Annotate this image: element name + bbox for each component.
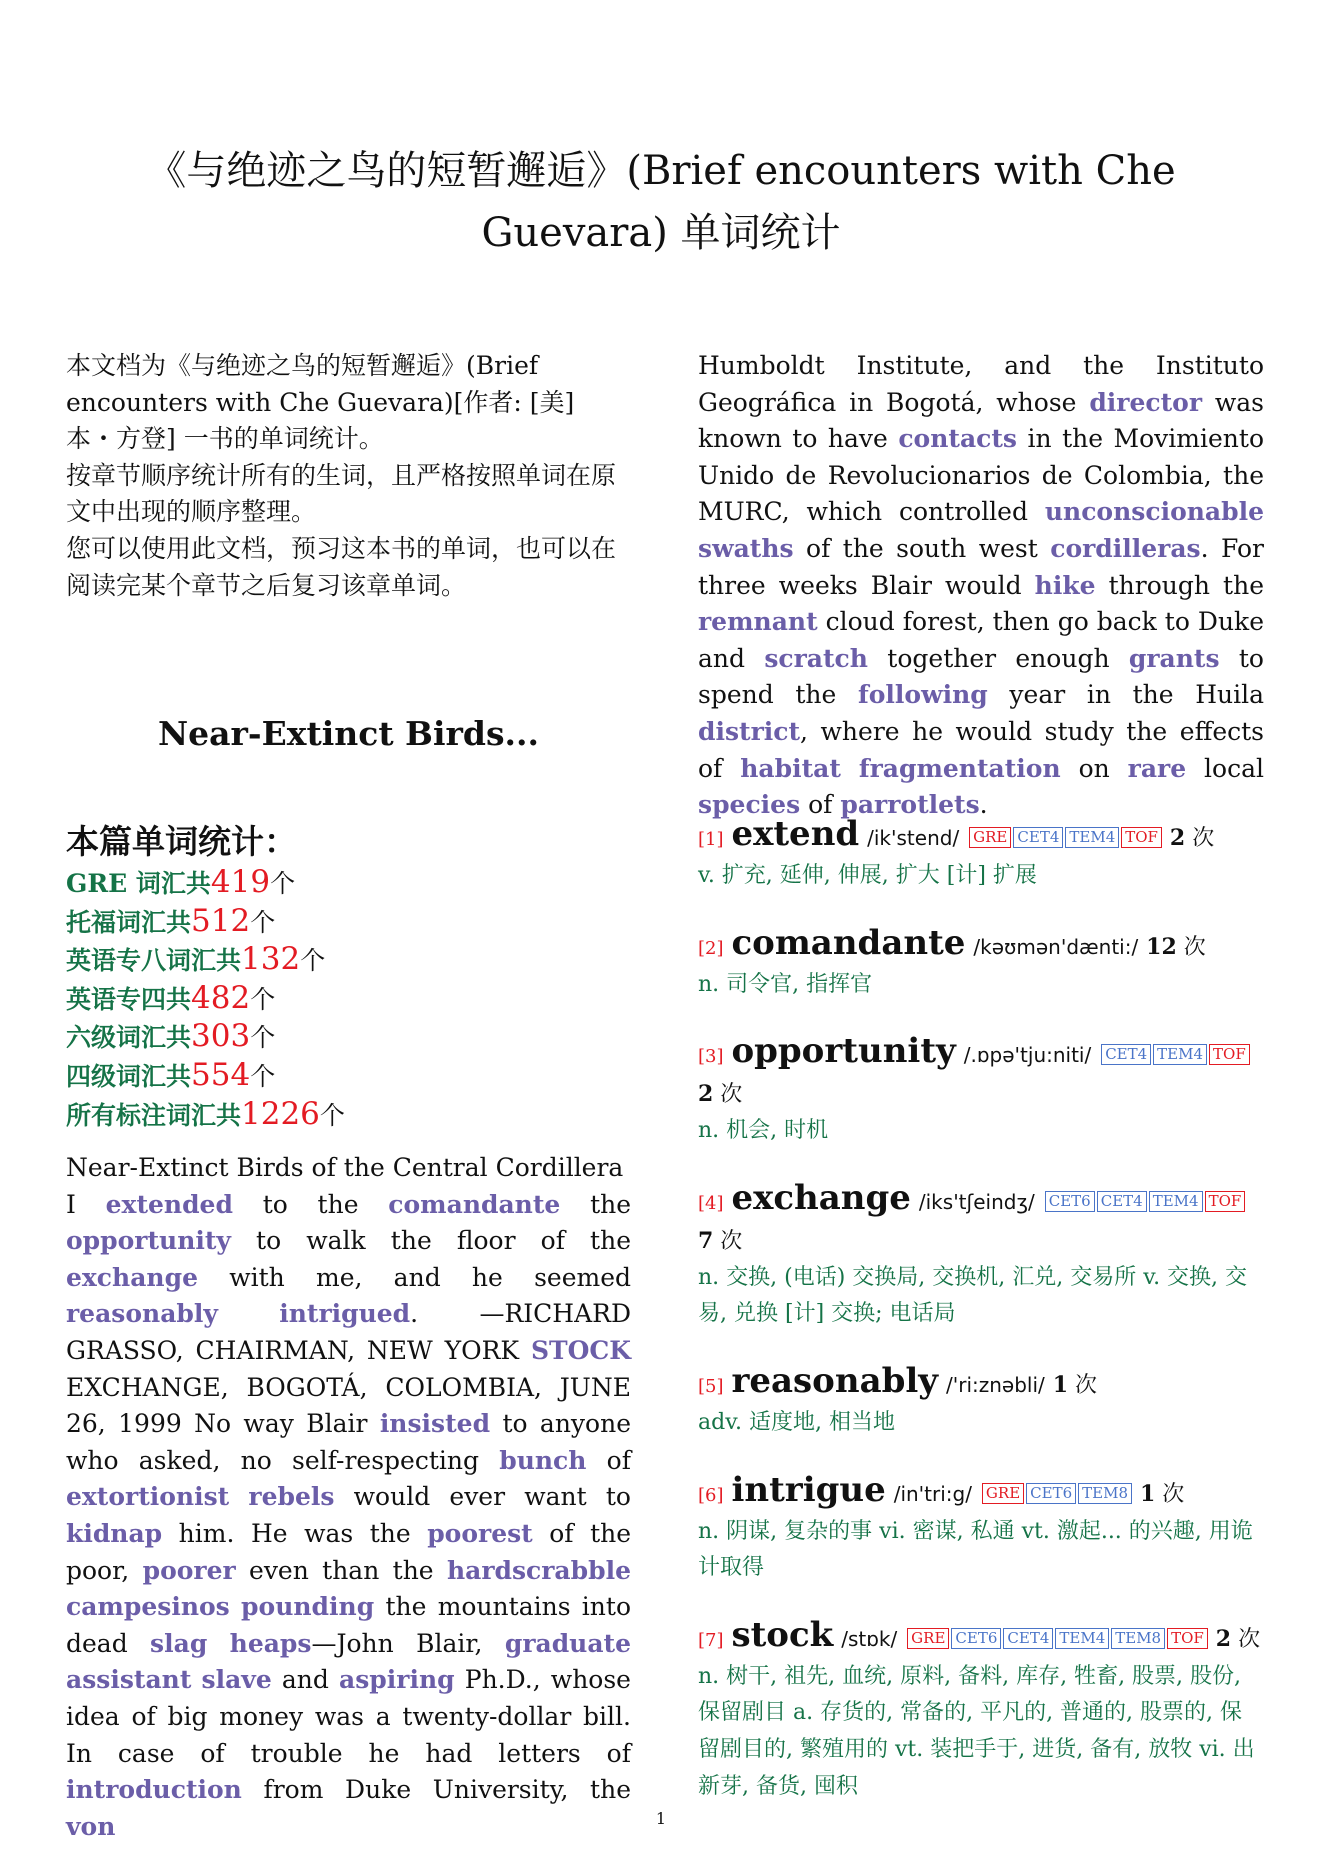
level-tag: CET6 bbox=[951, 1628, 1001, 1649]
definition: n. 阴谋, 复杂的事 vi. 密谋, 私通 vt. 激起... 的兴趣, 用诡计取得 bbox=[698, 1518, 1253, 1581]
stat-label: 四级词汇共 bbox=[66, 1061, 192, 1091]
page-number: 1 bbox=[655, 1809, 667, 1828]
stat-unit: 个 bbox=[250, 984, 276, 1014]
occurrence-count bbox=[1053, 1373, 1097, 1398]
phonetic: /ik'stend/ bbox=[867, 826, 960, 850]
highlighted-word: graduate bbox=[504, 1628, 632, 1658]
entry-index: [6] bbox=[698, 1484, 724, 1506]
highlighted-word: kidnap bbox=[66, 1518, 163, 1548]
vocab-entry bbox=[698, 1033, 1264, 1150]
entry-header bbox=[698, 1469, 1264, 1514]
stats-list bbox=[66, 864, 345, 1134]
stat-count: 303 bbox=[191, 1018, 251, 1055]
highlighted-word: remnant bbox=[698, 607, 818, 637]
level-tag: CET4 bbox=[1101, 1044, 1151, 1065]
stat-label: 所有标注词汇共 bbox=[66, 1100, 242, 1130]
level-tag: TOF bbox=[1209, 1044, 1250, 1065]
stat-label: 托福词汇共 bbox=[66, 907, 192, 937]
stat-label: 英语专八词汇共 bbox=[66, 946, 242, 976]
count-number: 1 bbox=[1052, 1371, 1069, 1398]
count-number: 12 bbox=[1146, 933, 1177, 960]
passage-right: Humboldt Institute, and the Instituto Geográfica in Bogotá, whose director was known to have contacts in the Movimiento Unido de Revolucionarios de Colombia, the MURC, which controlled unconscionable swaths of the south west cordilleras. For three weeks Blair would hike through the remnant cloud forest, then go back to Duke and scratch together enough grants to spend the following year in the Huila district, where he would study the effects of habitat fragmentation on rare local species of parrotlets. bbox=[698, 351, 1264, 820]
stats-heading: 本篇单词统计： bbox=[66, 822, 297, 861]
highlighted-word: STOCK bbox=[530, 1335, 631, 1365]
highlighted-word: pounding bbox=[241, 1592, 375, 1622]
stat-count: 512 bbox=[191, 902, 251, 939]
level-tag: TEM8 bbox=[1078, 1483, 1132, 1504]
highlighted-word: habitat bbox=[740, 753, 841, 783]
highlighted-word: introduction bbox=[66, 1775, 242, 1805]
occurrence-count bbox=[1140, 1482, 1184, 1507]
count-number: 2 bbox=[698, 1081, 714, 1108]
definition: adv. 适度地, 相当地 bbox=[698, 1409, 895, 1435]
level-tag: CET6 bbox=[1045, 1191, 1095, 1212]
highlighted-word: von bbox=[66, 1811, 116, 1841]
level-tag: TEM8 bbox=[1111, 1628, 1165, 1649]
stat-count: 482 bbox=[191, 979, 251, 1016]
entry-header bbox=[698, 816, 1264, 858]
stat-unit: 个 bbox=[319, 1100, 345, 1130]
occurrence-count bbox=[1170, 826, 1214, 851]
level-tag: TOF bbox=[1121, 827, 1162, 848]
stat-line bbox=[66, 1057, 345, 1096]
entry-header bbox=[698, 1177, 1264, 1260]
highlighted-word: cordilleras bbox=[1050, 533, 1201, 563]
stat-line bbox=[66, 941, 345, 980]
entry-index: [4] bbox=[698, 1192, 724, 1214]
headword: intrigue bbox=[731, 1469, 886, 1510]
phonetic: /.ɒpə'tju:niti/ bbox=[963, 1043, 1092, 1068]
entry-index: [7] bbox=[698, 1629, 724, 1651]
level-tag: TEM4 bbox=[1065, 827, 1119, 848]
entry-index: [3] bbox=[698, 1046, 724, 1068]
vocab-entry bbox=[698, 1177, 1264, 1333]
level-tag: GRE bbox=[969, 827, 1011, 848]
highlighted-word: slave bbox=[201, 1665, 272, 1695]
highlighted-word: hardscrabble bbox=[446, 1555, 631, 1585]
entry-header bbox=[698, 1614, 1264, 1659]
count-unit: 次 bbox=[1068, 1372, 1098, 1398]
definition: n. 树干, 祖先, 血统, 原料, 备料, 库存, 牲畜, 股票, 股份, 保留剧目 a. 存货的, 常备的, 平凡的, 普通的, 股票的, 保留剧目的, 繁殖用的 vt. 装把手于, 进货, 备有, 放牧 vi. 出新芽, 备货, 囤积 bbox=[698, 1663, 1255, 1799]
phonetic: /in'tri:g/ bbox=[893, 1481, 972, 1506]
highlighted-word: swaths bbox=[698, 533, 794, 563]
vocab-entry bbox=[698, 922, 1264, 1004]
phonetic: /'ri:znəbli/ bbox=[946, 1372, 1045, 1397]
highlighted-word: extortionist bbox=[66, 1482, 230, 1512]
vocab-entries bbox=[698, 816, 1264, 1835]
definition: v. 扩充, 延伸, 伸展, 扩大 [计] 扩展 bbox=[698, 863, 1037, 888]
count-unit: 次 bbox=[1185, 826, 1215, 851]
entry-index: [2] bbox=[698, 937, 724, 959]
stat-count: 554 bbox=[191, 1056, 251, 1093]
stat-unit: 个 bbox=[250, 907, 276, 937]
stat-count: 132 bbox=[241, 941, 301, 978]
highlighted-word: opportunity bbox=[66, 1226, 231, 1256]
headword: exchange bbox=[731, 1177, 911, 1218]
stat-count: 419 bbox=[210, 864, 271, 900]
headword: extend bbox=[731, 814, 860, 854]
stat-line bbox=[66, 980, 345, 1019]
highlighted-word: rare bbox=[1127, 753, 1187, 783]
stat-line bbox=[66, 1096, 345, 1135]
level-tag: GRE bbox=[982, 1483, 1024, 1504]
highlighted-word: district bbox=[698, 716, 801, 746]
phonetic: /iks'tʃeindʒ/ bbox=[918, 1189, 1035, 1214]
definition: n. 交换, (电话) 交换局, 交换机, 汇兑, 交易所 v. 交换, 交易, 兑换 [计] 交换; 电话局 bbox=[698, 1264, 1248, 1327]
highlighted-word: heaps bbox=[229, 1628, 312, 1658]
document-title: 《与绝迹之鸟的短暂邂逅》(Brief encounters with Che Guevara) 单词统计 bbox=[146, 148, 1176, 256]
intro-line-2: 按章节顺序统计所有的生词，且严格按照单词在原文中出现的顺序整理。 bbox=[66, 460, 617, 527]
chapter-title: Near-Extinct Birds... bbox=[158, 714, 539, 753]
stat-unit: 个 bbox=[250, 1023, 276, 1053]
entry-index: [1] bbox=[698, 829, 724, 850]
entry-header bbox=[698, 922, 1264, 967]
headword: opportunity bbox=[731, 1031, 956, 1072]
level-tag: TOF bbox=[1167, 1628, 1208, 1649]
occurrence-count bbox=[698, 1229, 742, 1254]
highlighted-word: reasonably bbox=[66, 1299, 218, 1329]
level-tag: CET4 bbox=[1003, 1628, 1053, 1649]
highlighted-word: extended bbox=[105, 1189, 233, 1219]
headword: reasonably bbox=[731, 1360, 939, 1401]
entry-header bbox=[698, 1360, 1264, 1405]
highlighted-word: fragmentation bbox=[858, 753, 1061, 783]
occurrence-count bbox=[698, 1082, 742, 1107]
stat-line bbox=[66, 864, 345, 903]
level-tag: CET6 bbox=[1026, 1483, 1076, 1504]
count-number: 2 bbox=[1215, 1625, 1232, 1652]
level-tag: TOF bbox=[1205, 1191, 1246, 1212]
count-unit: 次 bbox=[1155, 1481, 1185, 1507]
level-tag: CET4 bbox=[1097, 1191, 1147, 1212]
definition: n. 机会, 时机 bbox=[698, 1118, 829, 1144]
occurrence-count bbox=[1216, 1627, 1260, 1652]
highlighted-word: exchange bbox=[66, 1262, 198, 1292]
entry-header bbox=[698, 1033, 1264, 1113]
level-tag: TEM4 bbox=[1055, 1628, 1109, 1649]
stat-unit: 个 bbox=[270, 869, 296, 898]
highlighted-word: campesinos bbox=[66, 1592, 230, 1622]
headword: stock bbox=[731, 1614, 834, 1655]
phonetic: /kəʊmən'dænti:/ bbox=[973, 934, 1139, 959]
stat-count: 1226 bbox=[241, 1095, 320, 1132]
count-unit: 次 bbox=[713, 1082, 743, 1108]
entry-index: [5] bbox=[698, 1375, 724, 1397]
vocab-entry bbox=[698, 1360, 1264, 1442]
intro bbox=[66, 348, 631, 604]
definition: n. 司令官, 指挥官 bbox=[698, 971, 873, 997]
occurrence-count bbox=[1146, 935, 1206, 960]
phonetic: /stɒk/ bbox=[841, 1626, 898, 1651]
highlighted-word: species bbox=[698, 790, 801, 820]
highlighted-word: parrotlets bbox=[840, 790, 980, 820]
count-number: 1 bbox=[1139, 1480, 1156, 1507]
headword: comandante bbox=[731, 922, 966, 963]
level-tag: TEM4 bbox=[1149, 1191, 1203, 1212]
section-heading: Near-Extinct Birds of the Central Cordillera bbox=[66, 1153, 624, 1182]
level-tag: TEM4 bbox=[1153, 1044, 1207, 1065]
count-number: 7 bbox=[698, 1227, 714, 1254]
highlighted-word: following bbox=[857, 680, 988, 710]
stat-unit: 个 bbox=[300, 946, 326, 976]
highlighted-word: director bbox=[1089, 387, 1202, 417]
stat-line bbox=[66, 903, 345, 942]
highlighted-word: unconscionable bbox=[1044, 497, 1264, 527]
stat-label: 六级词汇共 bbox=[66, 1023, 192, 1053]
stat-unit: 个 bbox=[250, 1061, 276, 1091]
highlighted-word: rebels bbox=[248, 1482, 335, 1512]
passage-left: Near-Extinct Birds of the Central Cordillera I extended to the comandante the opportunity to walk the floor of the exchange with me, and he seemed reasonably intrigued. —RICHARD GRASSO, CHAIRMAN, NEW YORK STOCK EXCHANGE, BOGOTÁ, COLOMBIA, JUNE 26, 1999 No way Blair insisted to anyone who asked, no self-respecting bunch of extortionist rebels would ever want to kidnap him. He was the poorest of the poor, poorer even than the hardscrabble campesinos pounding the mountains into dead slag heaps—John Blair, graduate assistant slave and aspiring Ph.D., whose idea of big money was a twenty-dollar bill. In case of trouble he had letters of introduction from Duke University, the von bbox=[66, 1153, 632, 1841]
highlighted-word: poorest bbox=[427, 1518, 533, 1548]
stat-label: GRE 词汇共 bbox=[66, 869, 211, 898]
highlighted-word: poorer bbox=[142, 1555, 236, 1585]
left-column bbox=[66, 348, 632, 1841]
stat-label: 英语专四共 bbox=[66, 984, 192, 1014]
highlighted-word: slag bbox=[150, 1628, 208, 1658]
level-tag: GRE bbox=[907, 1628, 949, 1649]
vocab-entry bbox=[698, 1469, 1264, 1587]
highlighted-word: bunch bbox=[499, 1445, 587, 1475]
highlighted-word: assistant bbox=[66, 1665, 192, 1695]
count-unit: 次 bbox=[1231, 1626, 1261, 1652]
level-tag: CET4 bbox=[1013, 827, 1063, 848]
highlighted-word: contacts bbox=[898, 424, 1017, 454]
vocab-entry bbox=[698, 816, 1264, 895]
highlighted-word: grants bbox=[1128, 643, 1220, 673]
intro-line-3: 您可以使用此文档，预习这本书的单词，也可以在阅读完某个章节之后复习该章单词。 bbox=[66, 533, 617, 600]
count-unit: 次 bbox=[713, 1228, 743, 1254]
highlighted-word: scratch bbox=[764, 643, 868, 673]
highlighted-word: hike bbox=[1034, 570, 1096, 600]
count-unit: 次 bbox=[1176, 934, 1206, 960]
highlighted-word: comandante bbox=[388, 1189, 561, 1219]
highlighted-word: intrigued bbox=[279, 1299, 411, 1329]
vocab-entry bbox=[698, 1614, 1264, 1805]
intro-line-1: 本文档为《与绝迹之鸟的短暂邂逅》(Brief encounters with Che Guevara)[作者: [美] 本・方登] 一书的单词统计。 bbox=[66, 351, 575, 454]
highlighted-word: aspiring bbox=[339, 1665, 455, 1695]
highlighted-word: insisted bbox=[379, 1409, 491, 1439]
stat-line bbox=[66, 1018, 345, 1057]
count-number: 2 bbox=[1169, 825, 1186, 851]
